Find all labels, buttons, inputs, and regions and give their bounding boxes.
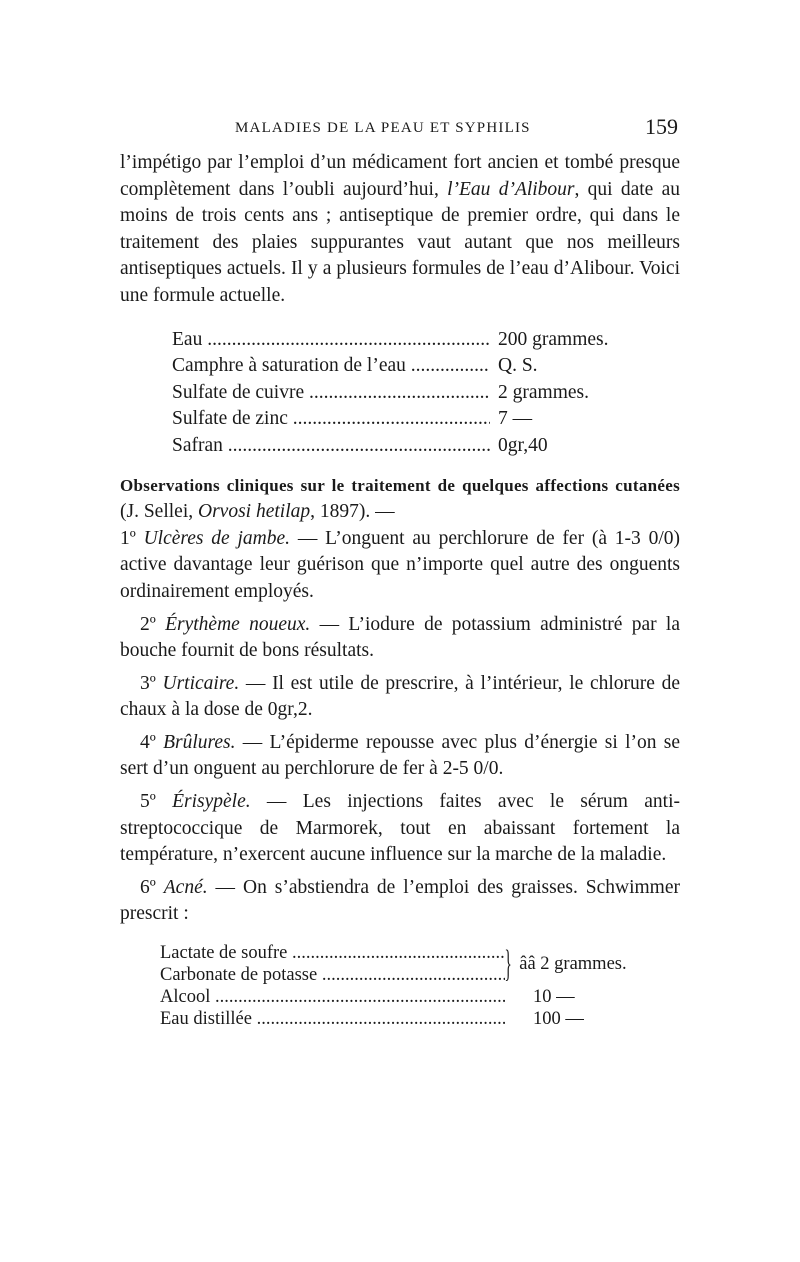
item-title: Érisypèle.	[172, 791, 251, 813]
ingredient-quantity: 7 —	[498, 408, 533, 430]
item-title: Érythème noueux.	[165, 613, 311, 635]
formula-row	[172, 406, 632, 433]
item-text: — Il est utile de prescrire, à l’intérieur, le chlorure de chaux à la dose de 0gr,2.	[120, 672, 681, 721]
item-text: — L’onguent au perchlorure de fer (à 1-3 0/0) active davantage leur guérison que n’importe quel autre des onguents ordinairement employés.	[120, 527, 681, 602]
item-title: Acné.	[163, 876, 208, 898]
formula-row	[172, 380, 632, 407]
running-title: MALADIES DE LA PEAU ET SYPHILIS	[235, 120, 531, 136]
formula-eau-alibour	[172, 327, 632, 460]
ingredient-quantity: 2 grammes.	[498, 381, 589, 403]
ingredient-quantity: 10 —	[533, 987, 575, 1008]
ingredient-name: Camphre à saturation de l’eau .....	[172, 353, 490, 380]
item-number: 1º	[120, 527, 144, 549]
ingredient-quantity: 200 grammes.	[498, 328, 609, 350]
citation-text: (J. Sellei,	[120, 501, 198, 523]
page-body	[120, 150, 680, 1030]
intro-text: l’impétigo par l’emploi d’un médicament fort ancien et tombé presque complètement dans l’oubli aujourd’hui,	[120, 152, 680, 200]
observation-item	[120, 875, 680, 928]
ingredient-name: Sulfate de cuivre .....	[172, 380, 490, 407]
page-number: 159	[645, 114, 678, 139]
ingredient-name: Alcool .....	[160, 986, 505, 1008]
item-title: Brûlures.	[163, 731, 236, 753]
ingredient-quantity: ââ 2 grammes.	[519, 954, 627, 975]
page-header	[120, 116, 680, 144]
ingredient-quantity: Q. S.	[498, 355, 538, 377]
item-number: 6º	[140, 876, 164, 898]
ingredient-name: Lactate de soufre .....	[160, 942, 505, 964]
observation-item	[120, 671, 680, 724]
section-heading: Observations cliniques sur le traitement de quelques affections cutanées	[120, 475, 680, 495]
intro-paragraph	[120, 150, 680, 310]
item-number: 4º	[140, 731, 164, 753]
ingredient-quantity: 0gr,40	[498, 434, 548, 456]
ingredient-name: Safran .....	[172, 433, 490, 460]
item-text: — On s’abstiendra de l’emploi des graisses. Schwimmer prescrit :	[120, 876, 680, 925]
item-number: 5º	[140, 791, 173, 813]
item-title: Urticaire.	[162, 672, 240, 694]
formula-row	[160, 1008, 650, 1030]
observation-item	[120, 789, 680, 869]
item-text: — Les injections faites avec le sérum anti-streptococcique de Marmorek, tout en abaissant fortement la température, n’exercent aucune influence sur la marche de la maladie.	[120, 791, 680, 866]
observation-item	[120, 612, 680, 665]
formula-row	[160, 986, 650, 1008]
ingredient-name: Eau .....	[172, 327, 490, 354]
formula-row	[172, 353, 632, 380]
ingredient-quantity: 100 —	[533, 1009, 584, 1030]
eau-alibour-term: l’Eau d’Alibour	[447, 178, 575, 200]
braced-ingredients	[160, 942, 650, 986]
formula-row	[160, 964, 505, 986]
ingredient-name: Carbonate de potasse .....	[160, 964, 505, 986]
item-text: — L’iodure de potassium administré par la bouche fournit de bons résultats.	[120, 613, 680, 662]
intro-text-continued: , qui date au moins de trois cents ans ; antiseptique de premier ordre, qui dans le traitement des plaies suppurantes vaut autant que nos meilleurs antiseptiques actuels. Il y a plusieurs formules de l’eau d’Alibour. Voici une formule actuelle.	[120, 178, 680, 306]
ingredient-name: Sulfate de zinc .....	[172, 406, 490, 433]
observations-paragraph	[120, 473, 680, 606]
observation-item	[120, 730, 680, 783]
item-title: Ulcères de jambe.	[143, 527, 291, 549]
item-number: 3º	[140, 672, 163, 694]
formula-acne	[160, 942, 650, 1030]
journal-title: Orvosi hetilap	[198, 501, 311, 523]
formula-row	[160, 942, 505, 964]
formula-row	[172, 327, 632, 354]
formula-row	[172, 433, 632, 460]
item-text: — L’épiderme repousse avec plus d’énergie si l’on se sert d’un onguent au perchlorure de fer à 2-5 0/0.	[120, 731, 681, 780]
item-number: 2º	[140, 613, 166, 635]
citation-text: , 1897). —	[310, 501, 395, 523]
ingredient-name: Eau distillée .....	[160, 1008, 505, 1030]
curly-brace-icon: }	[504, 943, 512, 986]
